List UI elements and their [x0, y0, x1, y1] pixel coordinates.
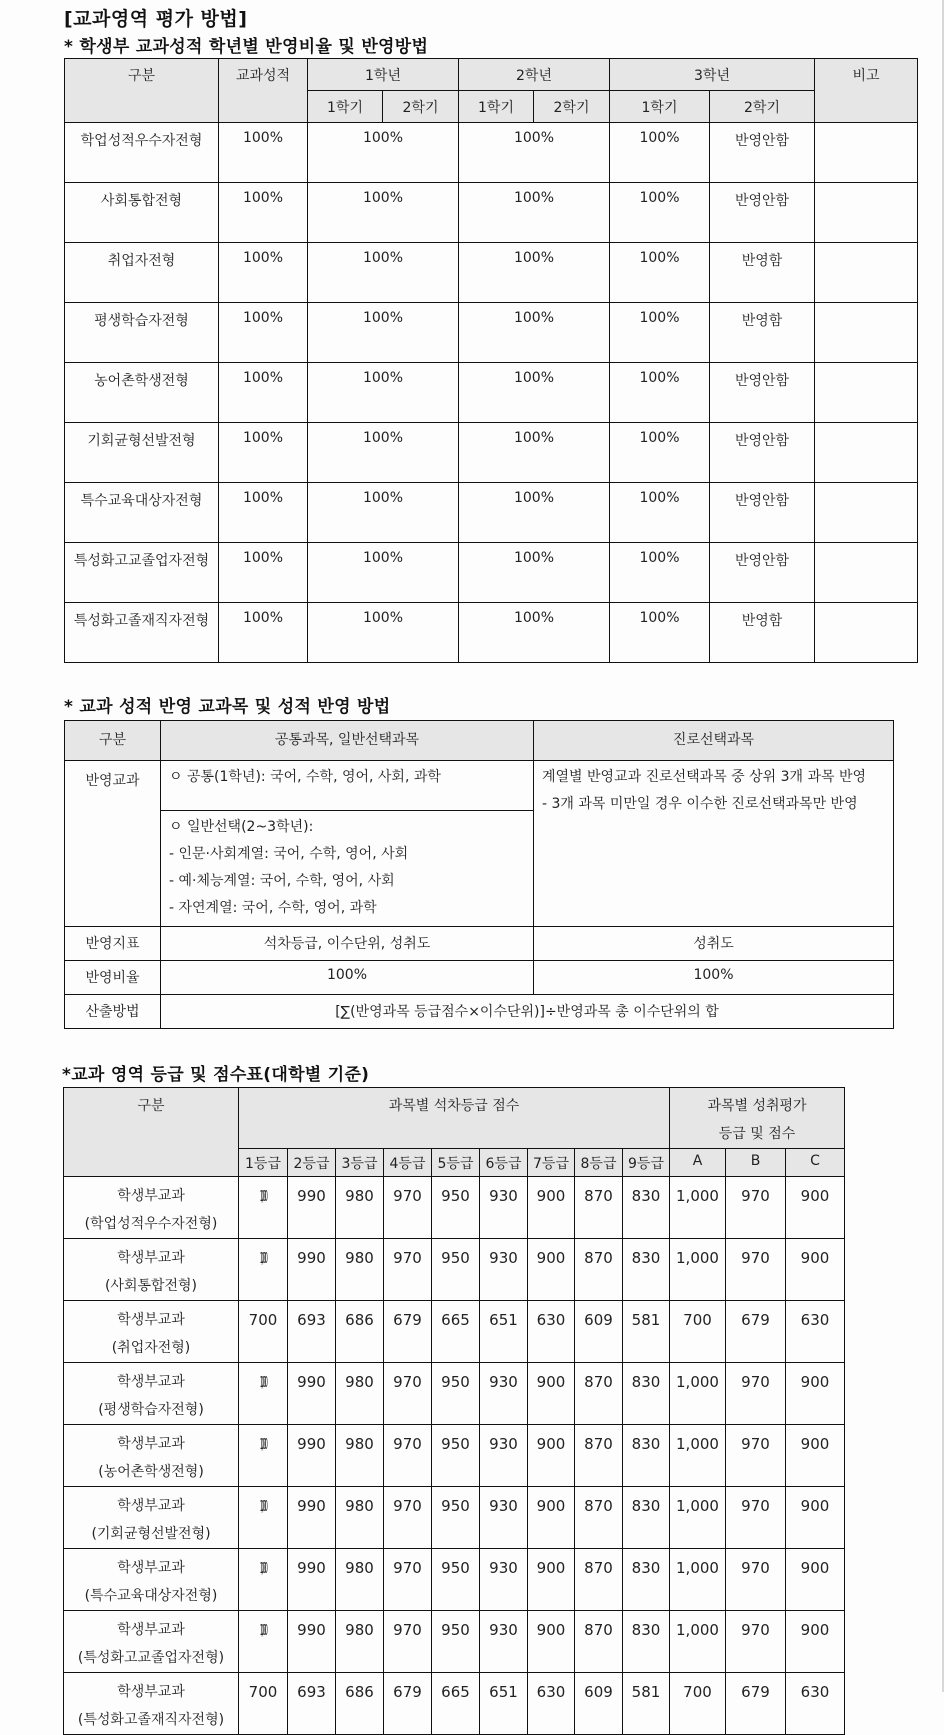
score-cell: 100%: [219, 183, 308, 243]
achieve-score-1: 970: [726, 1363, 786, 1425]
row-label-ratio: 반영비율: [65, 961, 161, 995]
row-name: 특성화고졸재직자전형: [65, 603, 219, 663]
header-rank-8: 8등급: [575, 1149, 623, 1177]
grade3-sem1-cell: 100%: [610, 123, 710, 183]
header-rank-4: 4등급: [384, 1149, 432, 1177]
table-row: [65, 543, 918, 603]
row-name: 사회통합전형: [65, 183, 219, 243]
rank-score-2: 693: [288, 1673, 336, 1735]
general-subjects-cell: [161, 811, 534, 927]
row-name: [64, 1177, 239, 1239]
achieve-score-1: 679: [726, 1673, 786, 1735]
header-rank-3: 3등급: [336, 1149, 384, 1177]
rank-score-5: 950: [432, 1177, 480, 1239]
row-name: [64, 1301, 239, 1363]
header-achieve-2: C: [786, 1149, 845, 1177]
row-label-subjects: 반영교과: [65, 761, 161, 927]
rank-score-7: 900: [528, 1425, 575, 1487]
rank-score-4: 970: [384, 1425, 432, 1487]
header-achieve-group: [670, 1088, 845, 1149]
table-row: [64, 1673, 845, 1735]
row-name: [64, 1487, 239, 1549]
rank-score-7: 900: [528, 1177, 575, 1239]
rank-score-2: 990: [288, 1239, 336, 1301]
grade3-sem2-cell: 반영안함: [710, 423, 815, 483]
row-name-line1: 학생부교과: [117, 1312, 185, 1328]
career-line-1: 계열별 반영교과 진로선택과목 중 상위 3개 과목 반영: [542, 769, 867, 785]
rank-score-2: 990: [288, 1177, 336, 1239]
row-name-line2: (학업성적우수자전형): [84, 1216, 218, 1232]
table-row: [65, 303, 918, 363]
achieve-score-2: 900: [786, 1177, 845, 1239]
achieve-score-0: 1,000: [670, 1177, 726, 1239]
row-name: [64, 1363, 239, 1425]
rank-score-3: 980: [336, 1363, 384, 1425]
grade2-cell: 100%: [459, 363, 610, 423]
grade3-sem1-cell: 100%: [610, 183, 710, 243]
achieve-score-2: 900: [786, 1239, 845, 1301]
grade2-cell: 100%: [459, 303, 610, 363]
rank-score-4: 970: [384, 1239, 432, 1301]
common-subjects-line: ㅇ 공통(1학년): 국어, 수학, 영어, 사회, 과학: [169, 769, 441, 785]
score-cell: 100%: [219, 423, 308, 483]
grade3-sem1-cell: 100%: [610, 423, 710, 483]
rank-score-6: 930: [480, 1177, 528, 1239]
rank-score-3: 980: [336, 1177, 384, 1239]
header-common: 공통과목, 일반선택과목: [161, 721, 534, 761]
grade3-sem2-cell: 반영안함: [710, 183, 815, 243]
table-row: [64, 1363, 845, 1425]
row-name: 특성화고교졸업자전형: [65, 543, 219, 603]
rank-score-1: [239, 1611, 288, 1673]
rank-score-6: 651: [480, 1301, 528, 1363]
rank-score-1: 700: [239, 1301, 288, 1363]
achieve-score-0: 700: [670, 1673, 726, 1735]
header-rank-2: 2등급: [288, 1149, 336, 1177]
row-name-line2: (평생학습자전형): [98, 1402, 204, 1418]
rank-score-7: 630: [528, 1301, 575, 1363]
header-rank-5: 5등급: [432, 1149, 480, 1177]
grade1-cell: 100%: [308, 603, 459, 663]
rank-score-4: 970: [384, 1487, 432, 1549]
achieve-score-1: 970: [726, 1487, 786, 1549]
table-row: [64, 1239, 845, 1301]
rank-score-overflow: 1,000: [259, 1559, 267, 1577]
table-row: [64, 1611, 845, 1673]
grade3-sem2-cell: 반영안함: [710, 363, 815, 423]
row-name-line2: (기회균형선발전형): [91, 1526, 211, 1542]
grade2-cell: 100%: [459, 483, 610, 543]
rank-score-5: 950: [432, 1363, 480, 1425]
grade1-cell: 100%: [308, 483, 459, 543]
header-grade2: 2학년: [459, 59, 610, 91]
rank-score-overflow: 1,000: [259, 1373, 267, 1391]
general-line-3: - 예·체능계열: 국어, 수학, 영어, 사회: [169, 873, 395, 889]
table-row: [64, 1301, 845, 1363]
grade2-cell: 100%: [459, 183, 610, 243]
rank-score-2: 990: [288, 1611, 336, 1673]
header-category: 구분: [64, 1088, 239, 1177]
score-cell: 100%: [219, 303, 308, 363]
header-rank-9: 9등급: [623, 1149, 670, 1177]
header-rank-7: 7등급: [528, 1149, 575, 1177]
note-cell: [815, 483, 918, 543]
score-cell: 100%: [219, 543, 308, 603]
rank-score-4: 970: [384, 1177, 432, 1239]
rank-score-overflow: 1,000: [259, 1435, 267, 1453]
row-name-line1: 학생부교과: [117, 1560, 185, 1576]
grade3-sem2-cell: 반영함: [710, 243, 815, 303]
achieve-score-1: 970: [726, 1425, 786, 1487]
rank-score-7: 630: [528, 1673, 575, 1735]
row-name-line2: (사회통합전형): [104, 1278, 198, 1294]
achieve-score-0: 700: [670, 1301, 726, 1363]
rank-score-6: 930: [480, 1549, 528, 1611]
rank-score-9: 581: [623, 1673, 670, 1735]
achieve-score-2: 630: [786, 1301, 845, 1363]
rank-score-8: 870: [575, 1239, 623, 1301]
row-name-line2: (특수교육대상자전형): [84, 1588, 218, 1604]
header-rank-6: 6등급: [480, 1149, 528, 1177]
achieve-score-1: 970: [726, 1549, 786, 1611]
rank-score-5: 950: [432, 1487, 480, 1549]
career-subjects-cell: [534, 761, 894, 927]
rank-score-8: 870: [575, 1177, 623, 1239]
table-row: [65, 183, 918, 243]
section3-heading: *교과 영역 등급 및 점수표(대학별 기준): [62, 1065, 370, 1085]
header-g1-sem1: 1학기: [308, 91, 383, 123]
header-career: 진로선택과목: [534, 721, 894, 761]
rank-score-2: 693: [288, 1301, 336, 1363]
header-g3-sem1: 1학기: [610, 91, 710, 123]
row-name: [64, 1425, 239, 1487]
rank-score-1: [239, 1177, 288, 1239]
achieve-score-0: 1,000: [670, 1363, 726, 1425]
row-name: 농어촌학생전형: [65, 363, 219, 423]
achieve-score-0: 1,000: [670, 1611, 726, 1673]
grade3-sem2-cell: 반영함: [710, 603, 815, 663]
row-name-line2: (취업자전형): [111, 1340, 191, 1356]
rank-score-9: 830: [623, 1549, 670, 1611]
note-cell: [815, 303, 918, 363]
score-cell: 100%: [219, 123, 308, 183]
rank-score-6: 651: [480, 1673, 528, 1735]
rank-score-9: 830: [623, 1425, 670, 1487]
rank-score-8: 609: [575, 1673, 623, 1735]
grade1-cell: 100%: [308, 543, 459, 603]
row-name: 취업자전형: [65, 243, 219, 303]
rank-score-4: 970: [384, 1611, 432, 1673]
grade2-cell: 100%: [459, 423, 610, 483]
rank-score-4: 679: [384, 1673, 432, 1735]
grade1-cell: 100%: [308, 363, 459, 423]
rank-score-3: 980: [336, 1425, 384, 1487]
grade1-cell: 100%: [308, 303, 459, 363]
rank-score-1: [239, 1549, 288, 1611]
achieve-score-2: 900: [786, 1425, 845, 1487]
grade1-cell: 100%: [308, 423, 459, 483]
rank-score-7: 900: [528, 1611, 575, 1673]
table-row: [64, 1177, 845, 1239]
grade3-sem1-cell: 100%: [610, 543, 710, 603]
rank-score-9: 581: [623, 1301, 670, 1363]
rank-score-9: 830: [623, 1177, 670, 1239]
rank-score-3: 980: [336, 1239, 384, 1301]
rank-score-2: 990: [288, 1363, 336, 1425]
note-cell: [815, 603, 918, 663]
rank-score-6: 930: [480, 1363, 528, 1425]
rank-score-1: [239, 1425, 288, 1487]
table-row: [65, 423, 918, 483]
rank-score-9: 830: [623, 1363, 670, 1425]
career-line-2: - 3개 과목 미만일 경우 이수한 진로선택과목만 반영: [542, 796, 858, 812]
header-g1-sem2: 2학기: [383, 91, 459, 123]
grade3-sem2-cell: 반영안함: [710, 123, 815, 183]
grade3-sem2-cell: 반영안함: [710, 483, 815, 543]
row-label-method: 산출방법: [65, 995, 161, 1029]
general-line-2: - 인문·사회계열: 국어, 수학, 영어, 사회: [169, 846, 409, 862]
rank-score-3: 686: [336, 1673, 384, 1735]
note-cell: [815, 183, 918, 243]
achieve-score-2: 900: [786, 1611, 845, 1673]
rank-score-6: 930: [480, 1611, 528, 1673]
ratio-common: 100%: [161, 961, 534, 995]
table-row: [65, 483, 918, 543]
indicator-career: 성취도: [534, 927, 894, 961]
grade2-cell: 100%: [459, 243, 610, 303]
row-name: [64, 1549, 239, 1611]
row-name: [64, 1239, 239, 1301]
score-cell: 100%: [219, 363, 308, 423]
header-rank-1: 1등급: [239, 1149, 288, 1177]
rank-score-5: 950: [432, 1611, 480, 1673]
row-name-line1: 학생부교과: [117, 1498, 185, 1514]
table-row: [65, 243, 918, 303]
rank-score-9: 830: [623, 1239, 670, 1301]
rank-score-1: [239, 1487, 288, 1549]
grade-score-table: [63, 1087, 845, 1735]
rank-score-3: 980: [336, 1611, 384, 1673]
achieve-score-0: 1,000: [670, 1239, 726, 1301]
note-cell: [815, 123, 918, 183]
rank-score-2: 990: [288, 1425, 336, 1487]
grade3-sem1-cell: 100%: [610, 243, 710, 303]
common-subjects-cell: [161, 761, 534, 811]
rank-score-6: 930: [480, 1425, 528, 1487]
rank-score-2: 990: [288, 1549, 336, 1611]
header-category: 구분: [65, 59, 219, 123]
grade3-sem2-cell: 반영함: [710, 303, 815, 363]
achieve-score-0: 1,000: [670, 1487, 726, 1549]
rank-score-8: 870: [575, 1549, 623, 1611]
grade3-sem2-cell: 반영안함: [710, 543, 815, 603]
achieve-score-1: 970: [726, 1177, 786, 1239]
indicator-common: 석차등급, 이수단위, 성취도: [161, 927, 534, 961]
table-row: [65, 363, 918, 423]
header-note: 비고: [815, 59, 918, 123]
row-name: 평생학습자전형: [65, 303, 219, 363]
rank-score-9: 830: [623, 1611, 670, 1673]
rank-score-5: 665: [432, 1301, 480, 1363]
header-g3-sem2: 2학기: [710, 91, 815, 123]
table-row: [65, 603, 918, 663]
rank-score-1: 700: [239, 1673, 288, 1735]
rank-score-5: 950: [432, 1425, 480, 1487]
rank-score-8: 870: [575, 1363, 623, 1425]
section2-heading: * 교과 성적 반영 교과목 및 성적 반영 방법: [64, 697, 391, 717]
rank-score-8: 870: [575, 1487, 623, 1549]
grade2-cell: 100%: [459, 123, 610, 183]
note-cell: [815, 363, 918, 423]
header-achieve-0: A: [670, 1149, 726, 1177]
rank-score-7: 900: [528, 1239, 575, 1301]
score-cell: 100%: [219, 243, 308, 303]
achieve-score-2: 630: [786, 1673, 845, 1735]
header-score: 교과성적: [219, 59, 308, 123]
grade3-sem1-cell: 100%: [610, 483, 710, 543]
method-formula: [∑(반영과목 등급점수×이수단위)]÷반영과목 총 이수단위의 합: [161, 995, 894, 1029]
row-name-line1: 학생부교과: [117, 1436, 185, 1452]
grade3-sem1-cell: 100%: [610, 303, 710, 363]
header-g2-sem1: 1학기: [459, 91, 534, 123]
note-cell: [815, 243, 918, 303]
achieve-score-2: 900: [786, 1549, 845, 1611]
rank-score-overflow: 1,000: [259, 1249, 267, 1267]
subject-method-table: [64, 720, 894, 1029]
achieve-score-0: 1,000: [670, 1425, 726, 1487]
rank-score-overflow: 1,000: [259, 1621, 267, 1639]
grade-ratio-table: [64, 58, 918, 663]
table-row: [64, 1487, 845, 1549]
row-name-line1: 학생부교과: [117, 1374, 185, 1390]
grade1-cell: 100%: [308, 123, 459, 183]
row-name: [64, 1611, 239, 1673]
note-cell: [815, 543, 918, 603]
rank-score-8: 609: [575, 1301, 623, 1363]
header-grade3: 3학년: [610, 59, 815, 91]
row-name-line1: 학생부교과: [117, 1250, 185, 1266]
rank-score-1: [239, 1239, 288, 1301]
rank-score-3: 980: [336, 1487, 384, 1549]
achieve-score-1: 679: [726, 1301, 786, 1363]
row-name: 특수교육대상자전형: [65, 483, 219, 543]
achieve-score-2: 900: [786, 1363, 845, 1425]
note-cell: [815, 423, 918, 483]
row-name: 학업성적우수자전형: [65, 123, 219, 183]
table-row: [65, 123, 918, 183]
rank-score-5: 665: [432, 1673, 480, 1735]
rank-score-5: 950: [432, 1549, 480, 1611]
table-row: [64, 1425, 845, 1487]
header-grade1: 1학년: [308, 59, 459, 91]
score-cell: 100%: [219, 603, 308, 663]
achieve-score-1: 970: [726, 1611, 786, 1673]
grade3-sem1-cell: 100%: [610, 363, 710, 423]
page-title: [교과영역 평가 방법]: [64, 8, 248, 30]
rank-score-7: 900: [528, 1487, 575, 1549]
row-name-line1: 학생부교과: [117, 1622, 185, 1638]
grade2-cell: 100%: [459, 603, 610, 663]
row-name-line2: (특성화고교졸업자전형): [77, 1650, 225, 1666]
rank-score-1: [239, 1363, 288, 1425]
rank-score-3: 980: [336, 1549, 384, 1611]
general-line-1: ㅇ 일반선택(2~3학년):: [169, 819, 314, 835]
header-rank-group: 과목별 석차등급 점수: [239, 1088, 670, 1149]
grade1-cell: 100%: [308, 243, 459, 303]
table-row: [64, 1549, 845, 1611]
achieve-score-2: 900: [786, 1487, 845, 1549]
grade2-cell: 100%: [459, 543, 610, 603]
rank-score-7: 900: [528, 1549, 575, 1611]
rank-score-2: 990: [288, 1487, 336, 1549]
header-achieve-line1: 과목별 성취평가: [707, 1098, 807, 1114]
grade1-cell: 100%: [308, 183, 459, 243]
row-name: [64, 1673, 239, 1735]
rank-score-4: 679: [384, 1301, 432, 1363]
header-g2-sem2: 2학기: [534, 91, 610, 123]
rank-score-overflow: 1,000: [259, 1187, 267, 1205]
general-line-4: - 자연계열: 국어, 수학, 영어, 과학: [169, 900, 377, 916]
achieve-score-1: 970: [726, 1239, 786, 1301]
row-name-line2: (농어촌학생전형): [98, 1464, 204, 1480]
rank-score-4: 970: [384, 1549, 432, 1611]
header-achieve-1: B: [726, 1149, 786, 1177]
row-label-indicator: 반영지표: [65, 927, 161, 961]
rank-score-3: 686: [336, 1301, 384, 1363]
rank-score-6: 930: [480, 1487, 528, 1549]
rank-score-5: 950: [432, 1239, 480, 1301]
section1-heading: * 학생부 교과성적 학년별 반영비율 및 반영방법: [64, 37, 429, 57]
header-category: 구분: [65, 721, 161, 761]
rank-score-8: 870: [575, 1425, 623, 1487]
rank-score-7: 900: [528, 1363, 575, 1425]
rank-score-9: 830: [623, 1487, 670, 1549]
row-name-line1: 학생부교과: [117, 1188, 185, 1204]
row-name-line1: 학생부교과: [117, 1684, 185, 1700]
rank-score-8: 870: [575, 1611, 623, 1673]
ratio-career: 100%: [534, 961, 894, 995]
rank-score-6: 930: [480, 1239, 528, 1301]
header-achieve-line2: 등급 및 점수: [718, 1126, 796, 1142]
rank-score-4: 970: [384, 1363, 432, 1425]
row-name-line2: (특성화고졸재직자전형): [77, 1712, 225, 1728]
achieve-score-0: 1,000: [670, 1549, 726, 1611]
score-cell: 100%: [219, 483, 308, 543]
rank-score-overflow: 1,000: [259, 1497, 267, 1515]
row-name: 기회균형선발전형: [65, 423, 219, 483]
grade3-sem1-cell: 100%: [610, 603, 710, 663]
